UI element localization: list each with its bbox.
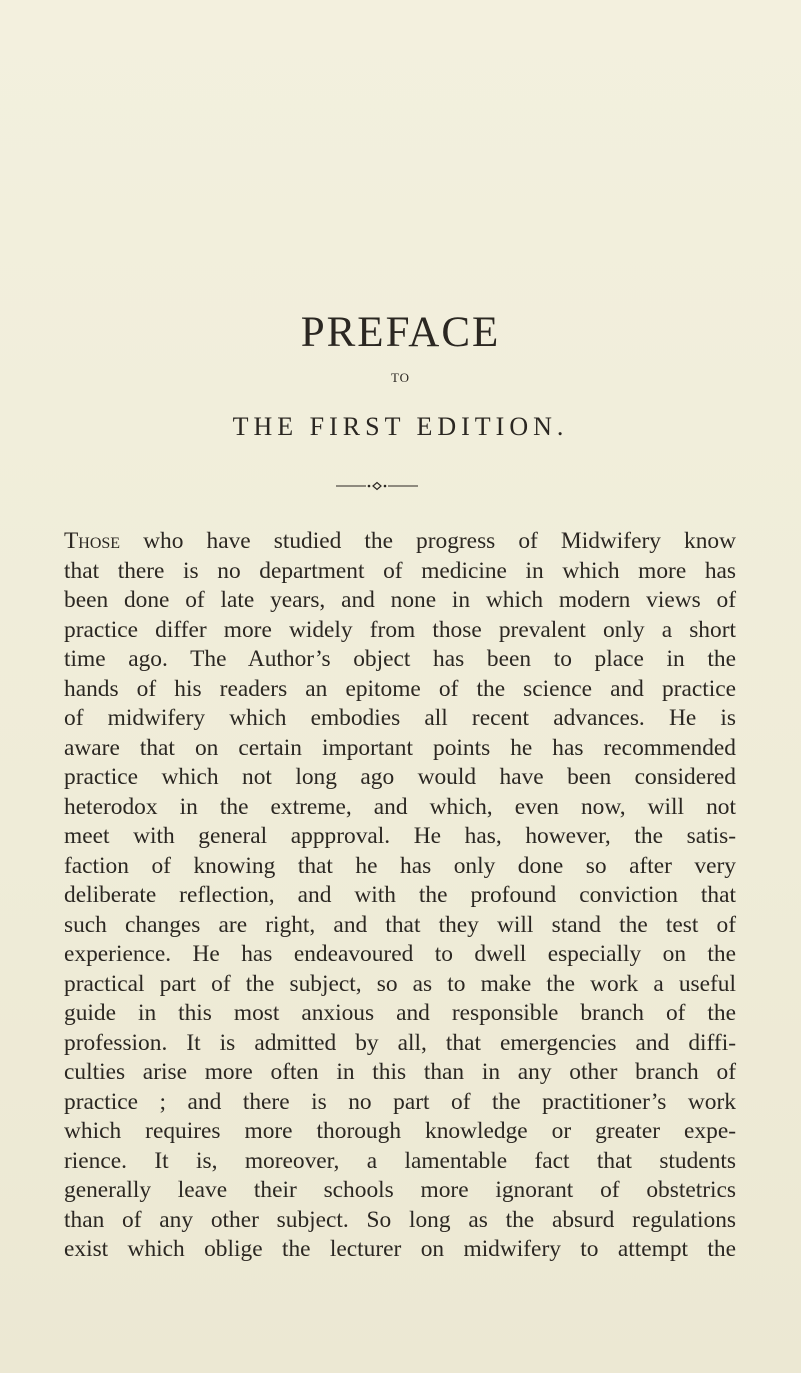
- text-line: deliberate reflection, and with the profound conviction that: [64, 882, 736, 908]
- text-line: profession. It is admitted by all, that emergencies and diffi-: [64, 1029, 736, 1056]
- text-line: which requires more thorough knowledge or greater expe-: [64, 1118, 736, 1144]
- text-line: experience. He has endeavoured to dwell especially on the: [64, 941, 736, 967]
- text-line: faction of knowing that he has only done so after very: [64, 852, 736, 879]
- text-line: practice which not long ago would have been considered: [64, 764, 736, 790]
- text-line: time ago. The Author’s object has been to place in the: [64, 646, 736, 672]
- text-line: culties arise more often in this than in any other branch of: [64, 1059, 736, 1085]
- text-line: practical part of the subject, so as to make the work a useful: [64, 970, 736, 997]
- text-line: heterodox in the extreme, and which, even now, will not: [64, 793, 736, 820]
- text-line: exist which oblige the lecturer on midwifery to attempt the: [64, 1236, 736, 1262]
- text-line: such changes are right, and that they will stand the test of: [64, 911, 736, 938]
- text-line: guide in this most anxious and responsible branch of the: [64, 1000, 736, 1026]
- text-line: meet with general appproval. He has, however, the satis-: [64, 823, 736, 849]
- text-line: Those who have studied the progress of Midwifery know: [64, 528, 736, 554]
- first-word: Those: [64, 528, 121, 554]
- text-line: been done of late years, and none in which modern views of: [64, 587, 736, 613]
- text-line: hands of his readers an epitome of the science and practice: [64, 675, 736, 702]
- text-line: than of any other subject. So long as the absurd regulations: [64, 1206, 736, 1233]
- text-line: generally leave their schools more ignorant of obstetrics: [64, 1177, 736, 1203]
- title-connector: TO: [390, 370, 411, 385]
- text-line: practice ; and there is no part of the practitioner’s work: [64, 1088, 736, 1115]
- text-line: aware that on certain important points he has recommended: [64, 734, 736, 761]
- text-line: that there is no department of medicine in which more has: [64, 557, 736, 584]
- text-line: of midwifery which embodies all recent advances. He is: [64, 705, 736, 731]
- text-line: rience. It is, moreover, a lamentable fact that students: [64, 1147, 736, 1174]
- text-line: practice differ more widely from those prevalent only a short: [64, 616, 736, 643]
- page-subtitle: THE FIRST EDITION.: [232, 412, 569, 441]
- ornament-divider-icon: [336, 480, 418, 492]
- page-title: PREFACE: [300, 309, 501, 356]
- preface-body: [64, 527, 736, 1265]
